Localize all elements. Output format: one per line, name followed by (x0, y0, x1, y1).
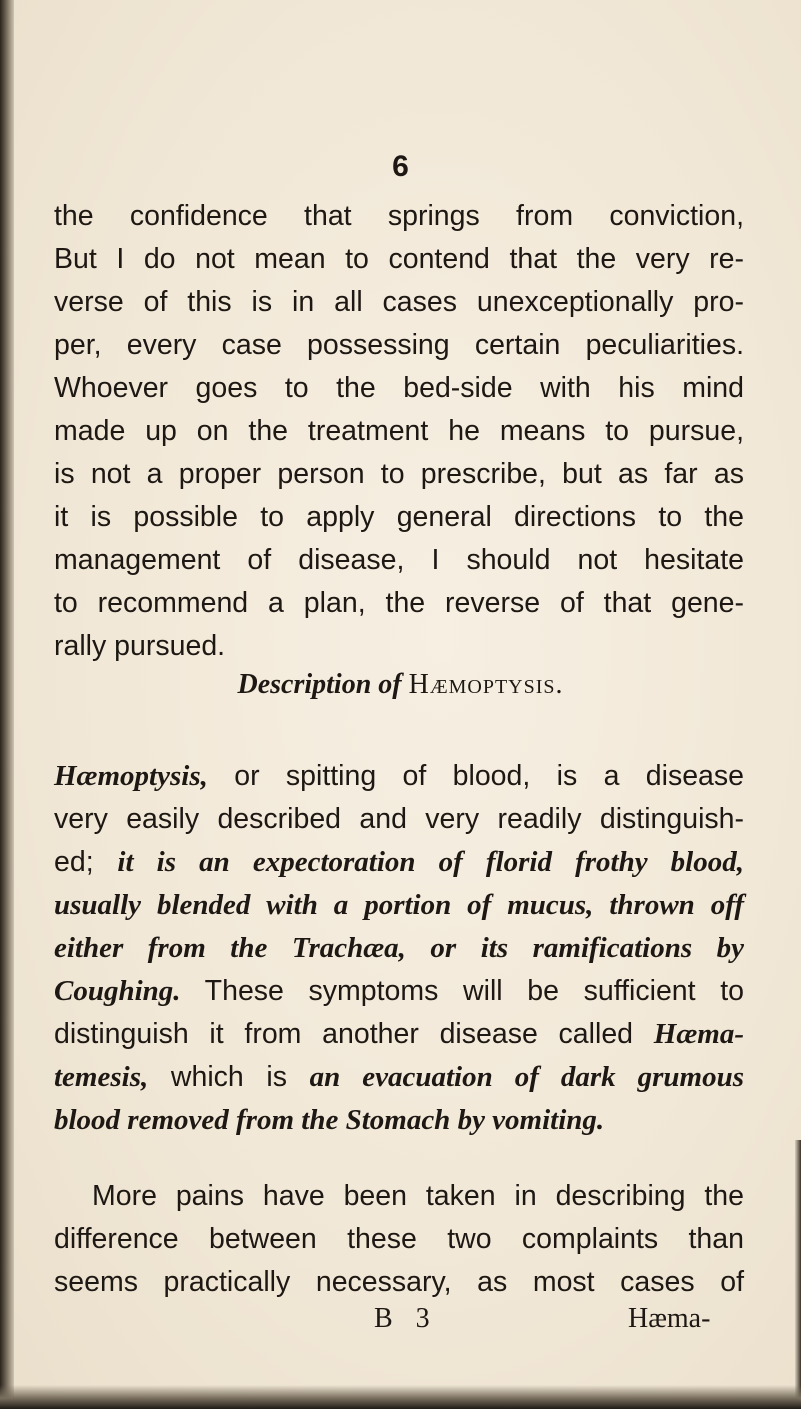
section-heading-title: Hæmoptysis. (408, 669, 564, 700)
paragraph-1-line-11: rally pursued. (54, 630, 226, 662)
term-haemoptysis: Hæmoptysis, (54, 760, 208, 792)
paragraph-2-line-7-text: distinguish it from another disease called (54, 1018, 654, 1050)
term-haematemesis-part-1: Hæma- (653, 1018, 744, 1050)
paragraph-2-line-5: either from the Trachæa, or its ramifications by (54, 932, 744, 964)
section-heading (0, 666, 801, 704)
page-number: 6 (392, 150, 409, 183)
paragraph-1-line-6: made up on the treatment he means to pursue, (54, 415, 744, 447)
paragraph-1-line-5: Whoever goes to the bed-side with his mind (54, 372, 744, 404)
paragraph-2-line-4: usually blended with a portion of mucus, thrown off (54, 889, 744, 921)
paragraph-2-line-6-text: These symptoms will be sufficient to (180, 975, 744, 1007)
paragraph-3-line-3: seems practically necessary, as most cases of (54, 1266, 744, 1298)
paragraph-2-line-6 (54, 972, 744, 1010)
paragraph-1-line-4: per, every case possessing certain peculiarities. (54, 329, 744, 361)
term-coughing: Coughing. (54, 975, 181, 1007)
paragraph-1-line-1: the confidence that springs from conviction, (54, 200, 744, 232)
paragraph-1-line-7: is not a proper person to prescribe, but as far as (54, 458, 744, 490)
paragraph-2-line-3-text: ed; (54, 846, 118, 878)
page-right-edge (795, 1140, 801, 1409)
section-heading-lead: Description of (237, 669, 402, 700)
definition-text-2: an evacuation of dark grumous (309, 1061, 744, 1093)
definition-text-1: it is an expectoration of florid frothy blood, (117, 846, 744, 878)
paragraph-1-line-2: But I do not mean to contend that the very re- (54, 243, 744, 275)
paragraph-2-line-9: blood removed from the Stomach by vomiting. (54, 1104, 605, 1136)
signature-mark: B 3 (374, 1303, 438, 1334)
page-binding-edge (0, 0, 14, 1409)
paragraph-2-line-1 (54, 757, 744, 795)
page-bottom-edge (0, 1385, 801, 1409)
paragraph-3-line-1: More pains have been taken in describing the (92, 1180, 744, 1212)
paragraph-2-line-2: very easily described and very readily distinguish- (54, 803, 744, 835)
paragraph-2-line-1-text: or spitting of blood, is a disease (207, 760, 744, 792)
paragraph-2-line-8-text: which is (148, 1061, 310, 1093)
paragraph-2-line-7 (54, 1015, 744, 1053)
term-haematemesis-part-2: temesis, (54, 1061, 149, 1093)
paragraph-3-line-2: difference between these two complaints than (54, 1223, 744, 1255)
paragraph-2-line-8 (54, 1058, 744, 1096)
footer-line (0, 1300, 801, 1340)
paragraph-1-line-8: it is possible to apply general directions to the (54, 501, 744, 533)
paragraph-2-line-3 (54, 843, 744, 881)
paragraph-1-line-10: to recommend a plan, the reverse of that gene- (54, 587, 744, 619)
catchword: Hæma- (628, 1303, 711, 1334)
paragraph-1-line-9: management of disease, I should not hesitate (54, 544, 744, 576)
paragraph-1-line-3: verse of this is in all cases unexceptionally pro- (54, 286, 744, 318)
